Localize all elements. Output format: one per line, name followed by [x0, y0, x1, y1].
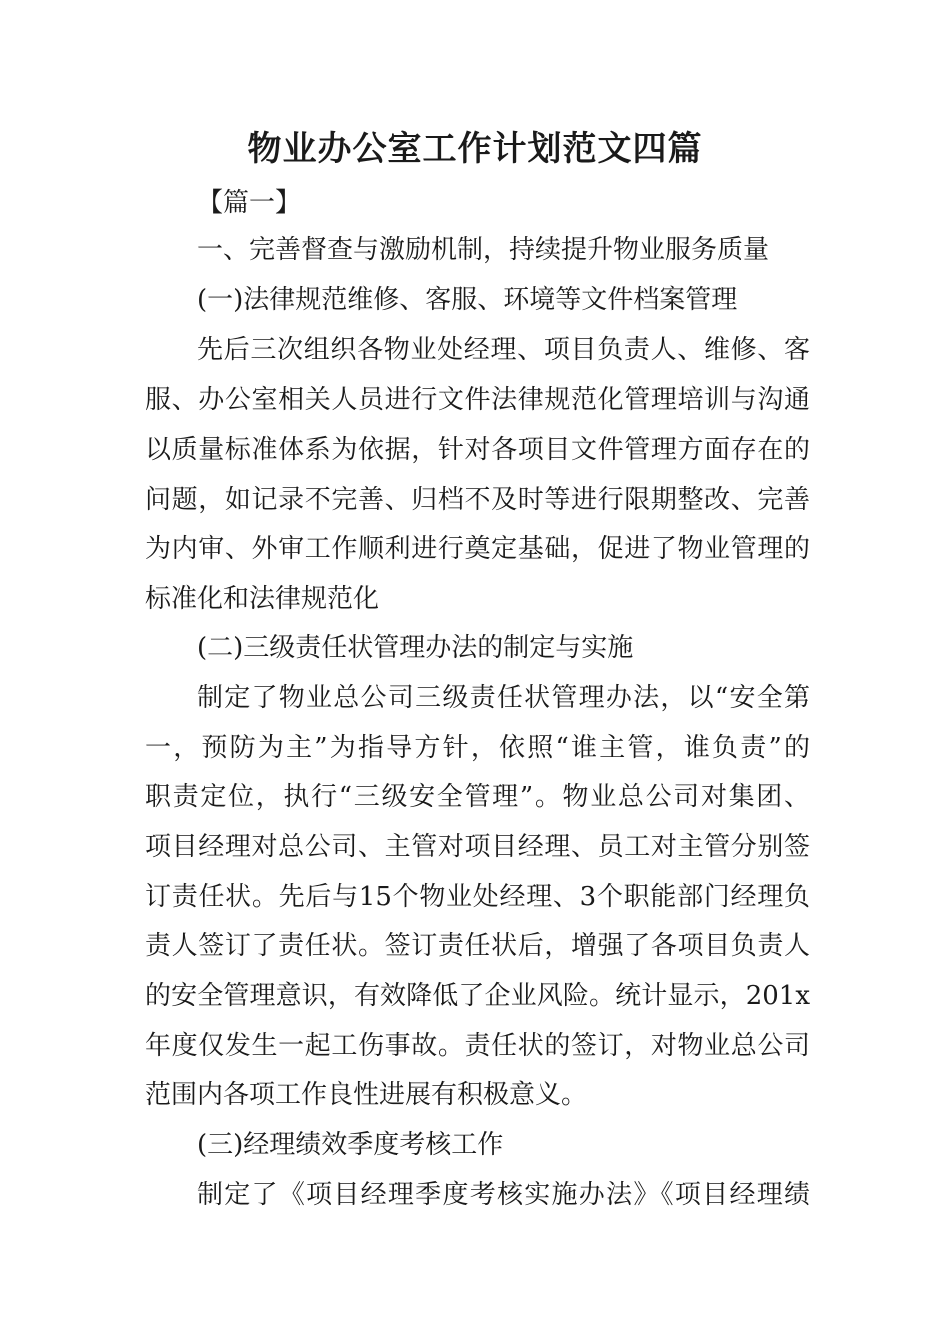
paragraph-line: 责人签订了责任状。签订责任状后，增强了各项目负责人 — [145, 931, 810, 961]
paragraph-line: 职责定位，执行“三级安全管理”。物业总公司对集团、 — [145, 782, 810, 812]
document-title: 物业办公室工作计划范文四篇 — [247, 129, 703, 169]
paragraph-line: 一，预防为主”为指导方针，依照“谁主管，谁负责”的 — [145, 733, 810, 763]
paragraph-line: 标准化和法律规范化 — [145, 584, 380, 614]
paragraph-line: 服、办公室相关人员进行文件法律规范化管理培训与沟通 — [145, 385, 810, 415]
heading-level-2: (一)法律规范维修、客服、环境等文件档案管理 — [197, 285, 738, 315]
paragraph-line: 的安全管理意识，有效降低了企业风险。统计显示，201x — [145, 981, 810, 1011]
section-heading: 【篇一】 — [197, 188, 302, 218]
heading-level-2: (二)三级责任状管理办法的制定与实施 — [197, 633, 634, 663]
paragraph-line: 为内审、外审工作顺利进行奠定基础，促进了物业管理的 — [145, 534, 810, 564]
paragraph-line: 项目经理对总公司、主管对项目经理、员工对主管分别签 — [145, 832, 810, 862]
paragraph-line: 订责任状。先后与15个物业处经理、3个职能部门经理负 — [145, 882, 810, 912]
paragraph-line: 先后三次组织各物业处经理、项目负责人、维修、客 — [197, 335, 810, 365]
paragraph-line: 制定了物业总公司三级责任状管理办法，以“安全第 — [197, 683, 810, 713]
paragraph-line: 制定了《项目经理季度考核实施办法》《项目经理绩 — [197, 1180, 810, 1210]
heading-level-1: 一、完善督查与激励机制，持续提升物业服务质量 — [197, 235, 770, 265]
paragraph-line: 年度仅发生一起工伤事故。责任状的签订，对物业总公司 — [145, 1031, 810, 1061]
heading-level-2: (三)经理绩效季度考核工作 — [197, 1130, 504, 1160]
paragraph-line: 以质量标准体系为依据，针对各项目文件管理方面存在的 — [145, 435, 810, 465]
paragraph-line: 范围内各项工作良性进展有积极意义。 — [145, 1080, 588, 1110]
paragraph-line: 问题，如记录不完善、归档不及时等进行限期整改、完善 — [145, 485, 810, 515]
